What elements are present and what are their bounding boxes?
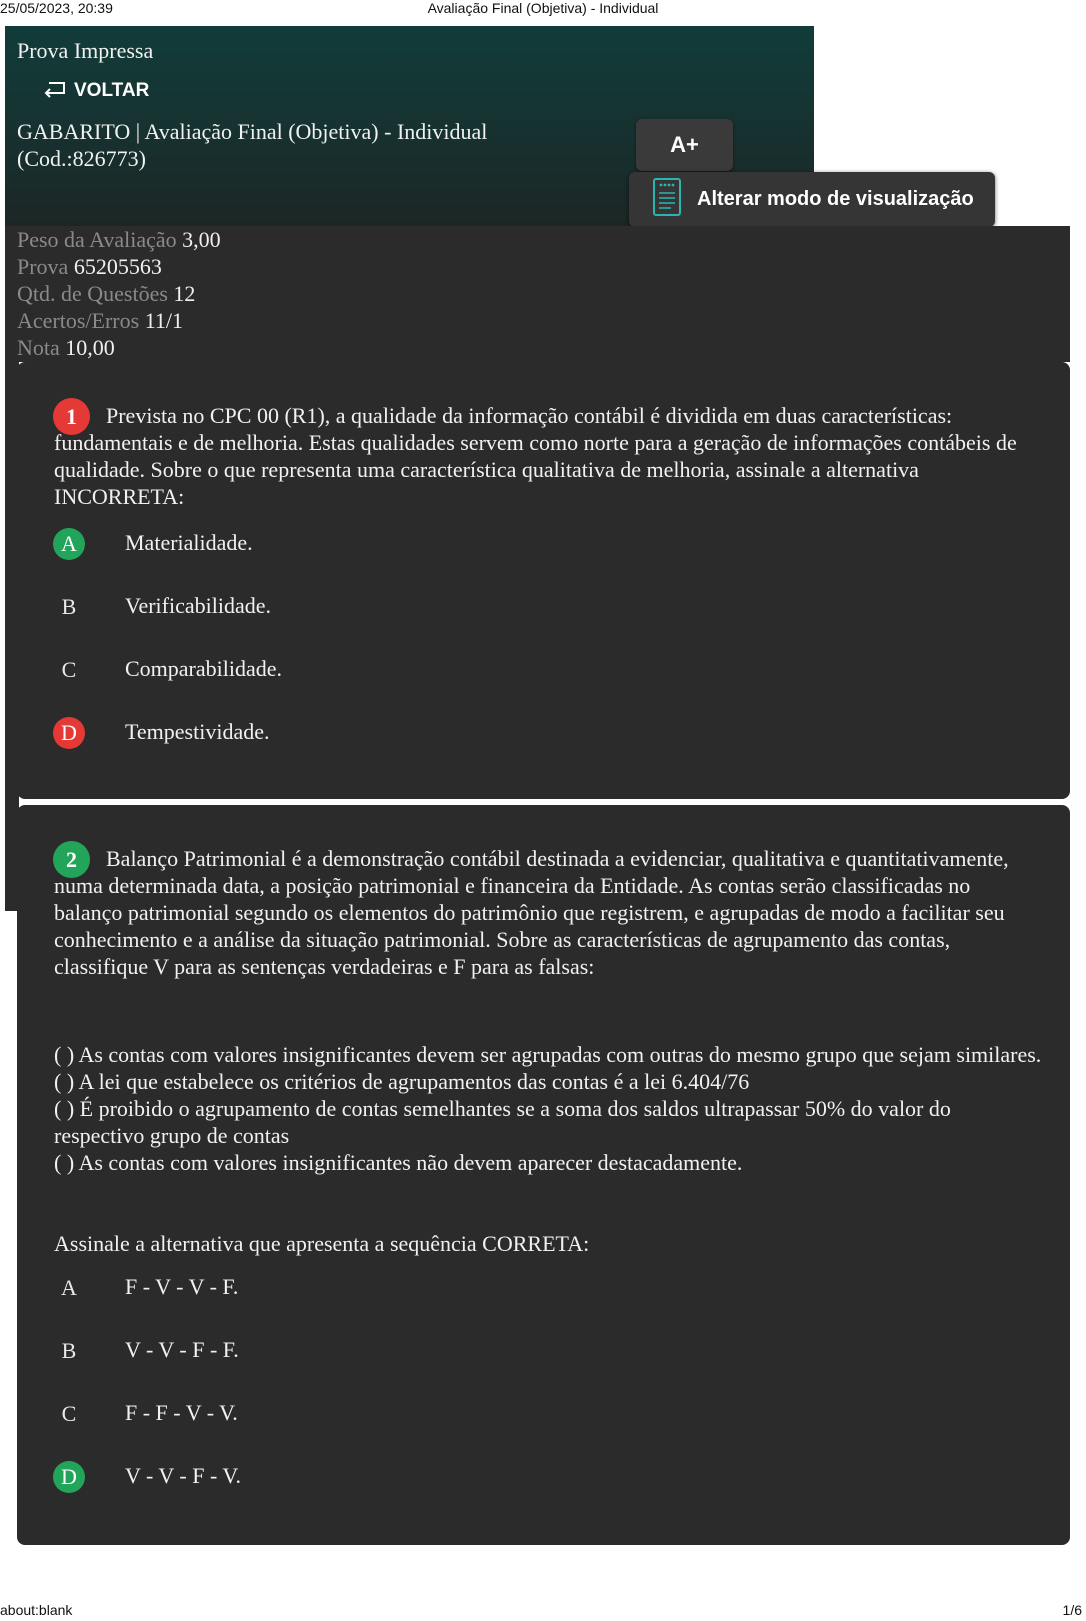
question-prompt: Assinale a alternativa que apresenta a sequência CORRETA:: [54, 1231, 590, 1256]
screen-title: Prova Impressa: [17, 38, 154, 63]
option-text: Tempestividade.: [125, 719, 270, 744]
statement: ( ) As contas com valores insignificantes não devem aparecer destacadamente.: [54, 1150, 743, 1175]
summary-label: Qtd. de Questões: [17, 281, 168, 306]
question-text: Balanço Patrimonial é a demonstração contábil destinada a evidenciar, qualitativa e quantitativamente, numa determinada data, a posição patrimonial e financeira da Entidade. As contas serão classificadas no balanço patrimonial segundo os elementos do patrimônio que registrem, e agrupadas de modo a facilitar seu conhecimento e a análise da situação patrimonial. Sobre as características de agrupamento das contas, classifique V para as sentenças verdadeiras e F para as falsas:: [54, 846, 1009, 979]
statement: ( ) A lei que estabelece os critérios de agrupamentos das contas é a lei 6.404/76: [54, 1069, 750, 1094]
back-button[interactable]: [40, 78, 149, 104]
summary-value: 3,00: [182, 227, 221, 252]
summary-label: Acertos/Erros: [17, 308, 140, 333]
document-icon: [651, 177, 683, 223]
summary-row: [17, 226, 221, 253]
summary-row: [17, 253, 162, 280]
summary-label: Nota: [17, 335, 60, 360]
option-text: Materialidade.: [125, 530, 253, 555]
option-letter: B: [61, 1338, 77, 1363]
summary-value: 10,00: [65, 335, 115, 360]
statement: ( ) As contas com valores insignificantes devem ser agrupadas com outras do mesmo grupo que sejam similares.: [54, 1042, 1042, 1067]
print-footer: [0, 1602, 1086, 1621]
view-mode-button[interactable]: [629, 172, 995, 227]
print-page-title: Avaliação Final (Objetiva) - Individual: [427, 0, 659, 16]
summary-label: Peso da Avaliação: [17, 227, 177, 252]
question-card: [17, 805, 1070, 1545]
back-button-label: VOLTAR: [74, 80, 150, 101]
option-letter: A: [61, 1275, 77, 1300]
summary-row: [17, 307, 183, 334]
option-text: V - V - F - F.: [125, 1337, 239, 1362]
question-number-badge: 2: [53, 841, 90, 878]
question-card: [17, 362, 1070, 799]
option-letter-wrong: D: [53, 717, 85, 749]
option-text: Comparabilidade.: [125, 656, 283, 681]
option-letter-correct: D: [53, 1461, 85, 1493]
statement-list: [54, 1041, 1044, 1176]
print-datetime: 25/05/2023, 20:39: [0, 0, 113, 16]
option-letter-correct: A: [53, 528, 85, 560]
return-arrow-icon: [40, 77, 70, 105]
exam-title: GABARITO | Avaliação Final (Objetiva) - Individual (Cod.:826773): [17, 119, 488, 171]
option-text: V - V - F - V.: [125, 1463, 241, 1488]
summary-label: Prova: [17, 254, 69, 279]
option-letter: C: [61, 657, 77, 682]
print-url: about:blank: [0, 1602, 73, 1618]
exam-summary: [17, 226, 1070, 362]
summary-value: 11/1: [144, 308, 183, 333]
option-text: Verificabilidade.: [125, 593, 271, 618]
print-header: [0, 0, 1086, 20]
option-letter: B: [61, 594, 77, 619]
question-number-badge: 1: [53, 398, 90, 435]
print-page-number: 1/6: [1062, 1602, 1082, 1618]
summary-row: [17, 334, 115, 361]
option-text: F - F - V - V.: [125, 1400, 238, 1425]
question-text: Prevista no CPC 00 (R1), a qualidade da informação contábil é dividida em duas características: fundamentais e de melhoria. Estas qualidades servem como norte para a geração de informações contábeis de qualidade. Sobre o que representa uma característica qualitativa de melhoria, assinale a alternativa INCORRETA:: [54, 403, 1017, 509]
option-letter: C: [61, 1401, 77, 1426]
increase-font-button[interactable]: A+: [636, 119, 733, 171]
summary-value: 65205563: [73, 254, 162, 279]
summary-row: [17, 280, 195, 307]
option-text: F - V - V - F.: [125, 1274, 239, 1299]
view-mode-label: Alterar modo de visualização: [697, 188, 974, 210]
summary-value: 12: [173, 281, 196, 306]
statement: ( ) É proibido o agrupamento de contas semelhantes se a soma dos saldos ultrapassar 50% do valor do respectivo grupo de contas: [54, 1096, 951, 1148]
